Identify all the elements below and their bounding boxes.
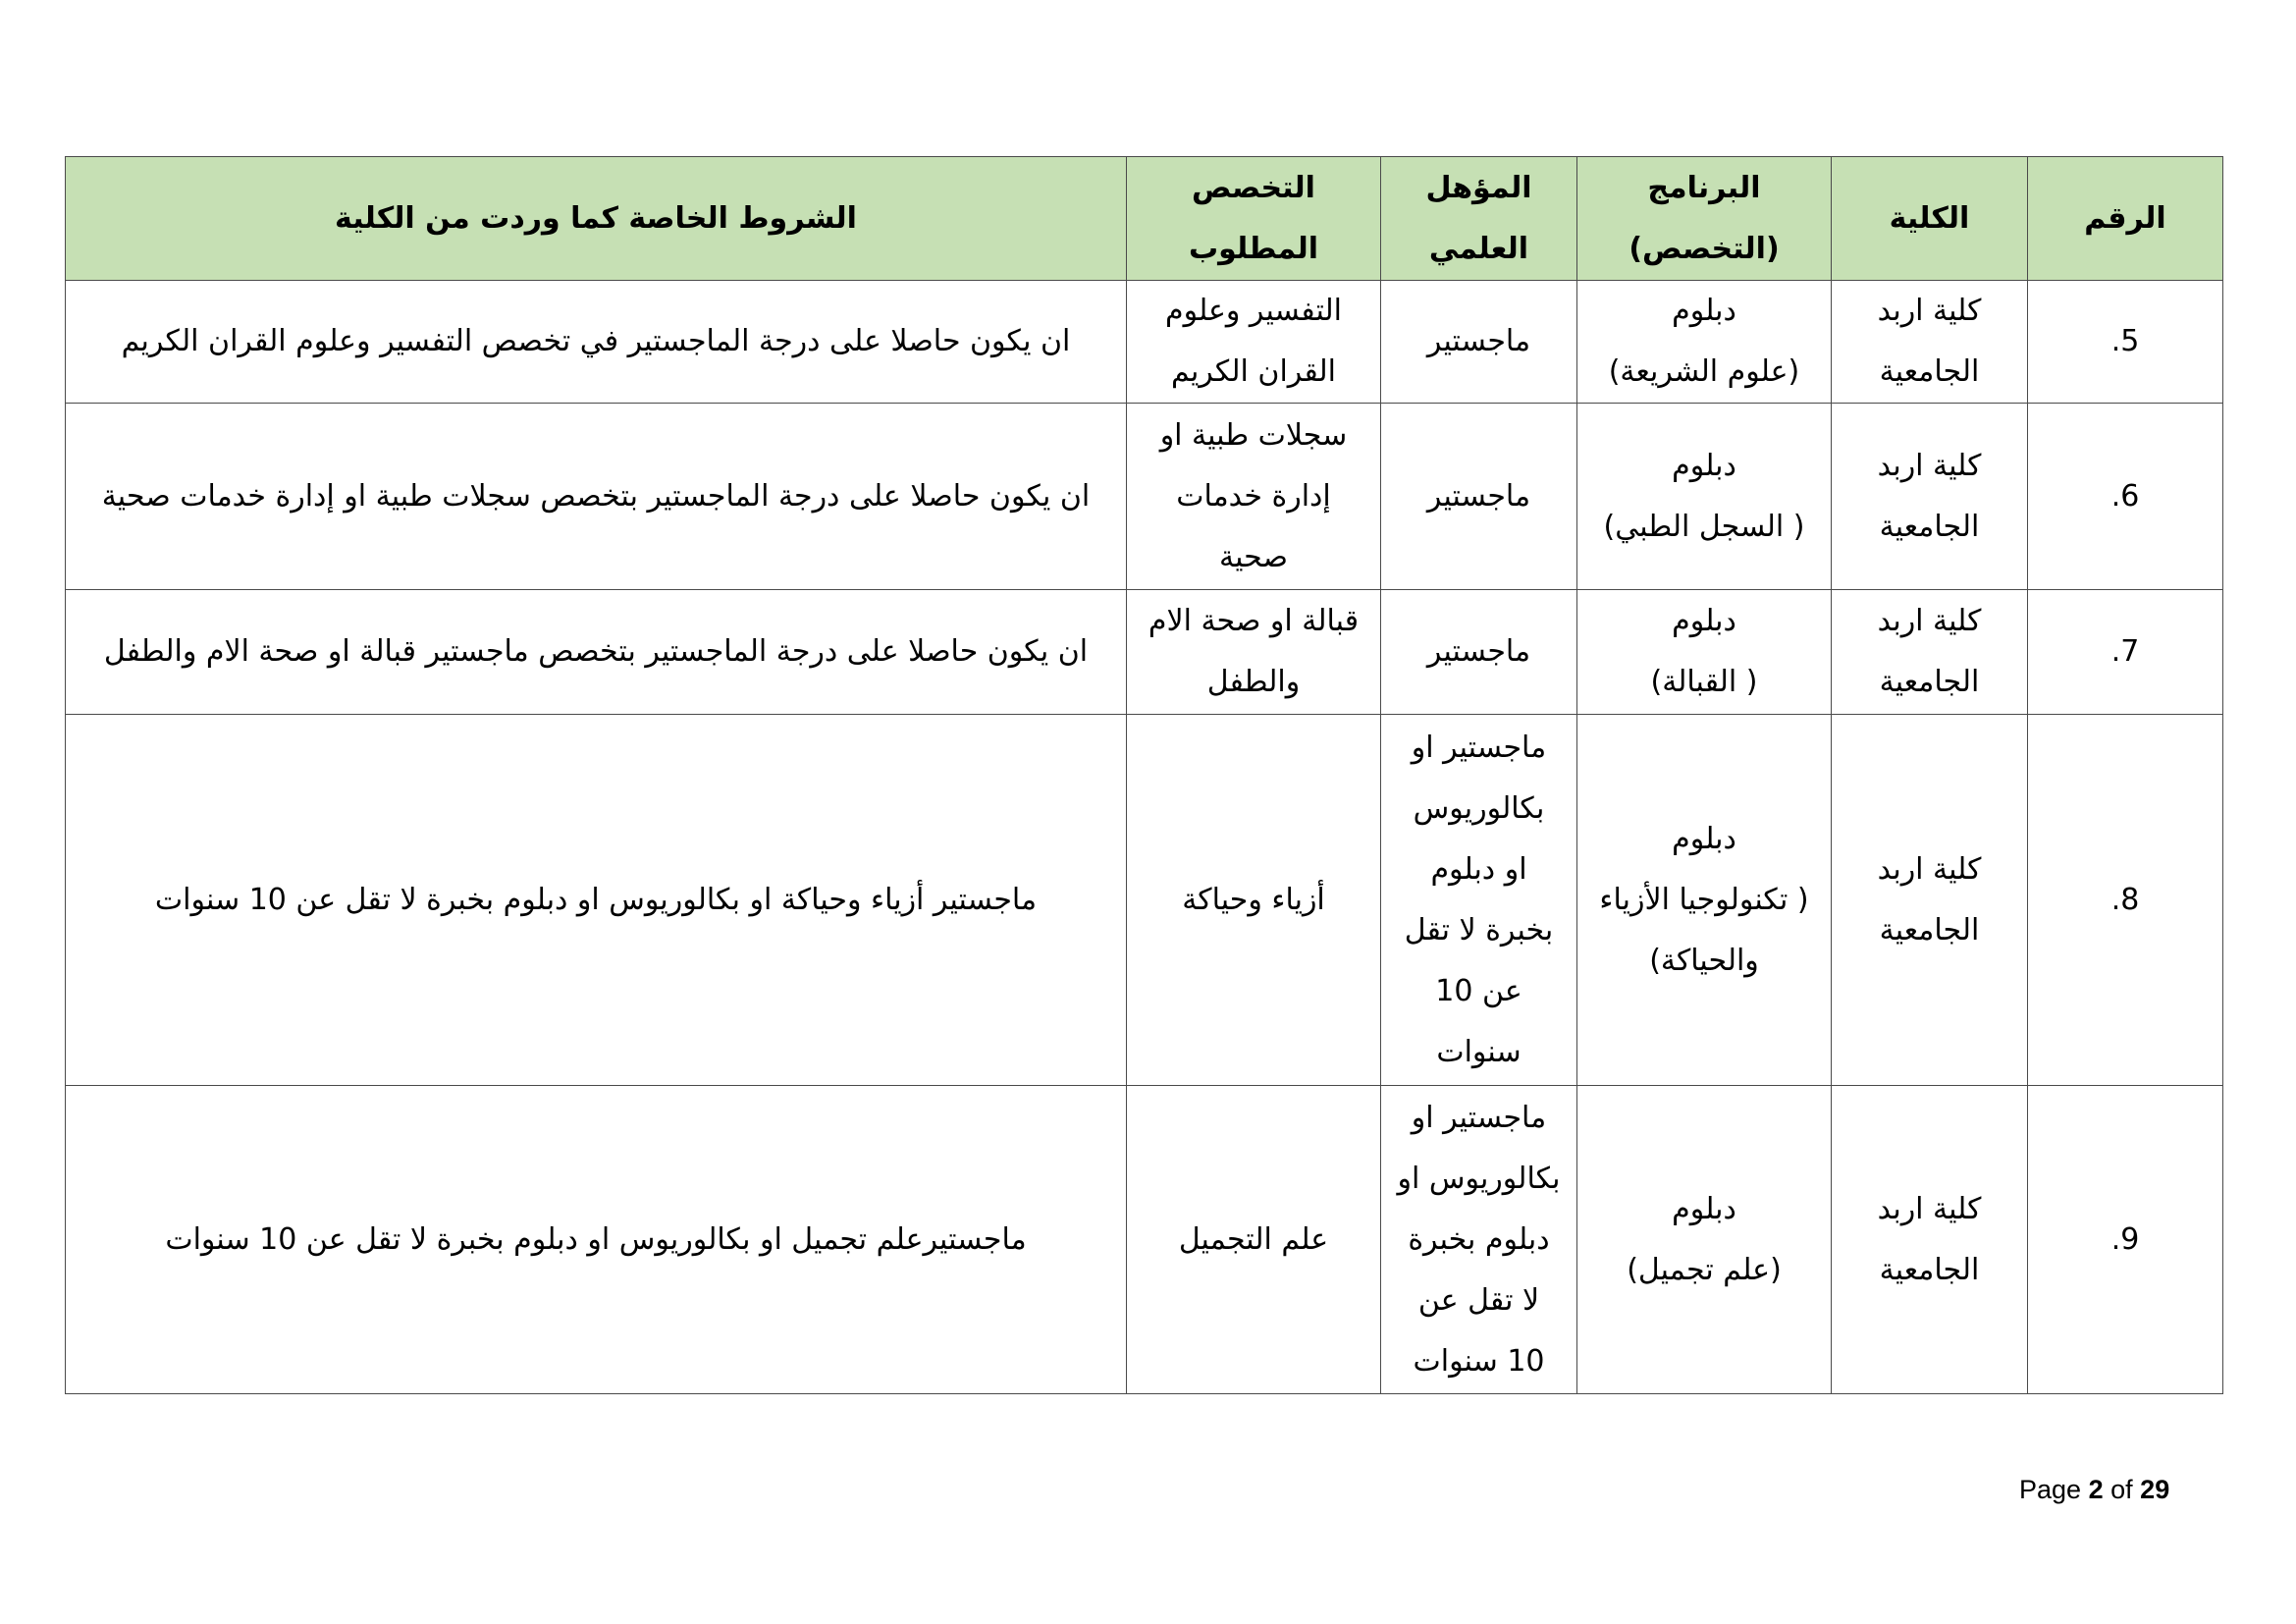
header-specialization: التخصص المطلوب xyxy=(1127,157,1381,281)
row-college: كلية اربد الجامعية xyxy=(1832,590,2028,715)
row-qualification: ماجستير او بكالوريوس او دبلوم بخبرة لا تقل عن 10 سنوات xyxy=(1381,1086,1577,1394)
row-number: .7 xyxy=(2028,590,2223,715)
row-college: كلية اربد الجامعية xyxy=(1832,1086,2028,1394)
row-specialization: التفسير وعلوم القران الكريم xyxy=(1127,281,1381,404)
row-conditions: ان يكون حاصلا على درجة الماجستير بتخصص سجلات طبية او إدارة خدمات صحية xyxy=(66,404,1127,590)
row-number: .5 xyxy=(2028,281,2223,404)
header-college: الكلية xyxy=(1832,157,2028,281)
row-number: .6 xyxy=(2028,404,2223,590)
header-program: البرنامج (التخصص) xyxy=(1577,157,1832,281)
row-specialization: علم التجميل xyxy=(1127,1086,1381,1394)
row-qualification: ماجستير xyxy=(1381,590,1577,715)
row-qualification: ماجستير xyxy=(1381,281,1577,404)
table-row xyxy=(66,281,2223,404)
row-program: دبلوم ( القبالة) xyxy=(1577,590,1832,715)
table-row xyxy=(66,590,2223,715)
row-number: .9 xyxy=(2028,1086,2223,1394)
header-number: الرقم xyxy=(2028,157,2223,281)
row-conditions: ان يكون حاصلا على درجة الماجستير بتخصص ماجستير قبالة او صحة الام والطفل xyxy=(66,590,1127,715)
row-qualification: ماجستير او بكالوريوس او دبلوم بخبرة لا تقل عن 10 سنوات xyxy=(1381,715,1577,1086)
header-conditions: الشروط الخاصة كما وردت من الكلية xyxy=(66,157,1127,281)
table-row xyxy=(66,404,2223,590)
page-label: Page xyxy=(2019,1475,2082,1504)
of-label: of xyxy=(2110,1475,2133,1504)
current-page-number: 2 xyxy=(2088,1475,2104,1504)
row-program: دبلوم ( السجل الطبي) xyxy=(1577,404,1832,590)
table-row xyxy=(66,1086,2223,1394)
row-college: كلية اربد الجامعية xyxy=(1832,281,2028,404)
row-conditions: ماجستيرعلم تجميل او بكالوريوس او دبلوم بخبرة لا تقل عن 10 سنوات xyxy=(66,1086,1127,1394)
table-body xyxy=(66,281,2223,1394)
row-program: دبلوم (علم تجميل) xyxy=(1577,1086,1832,1394)
requirements-table xyxy=(65,156,2223,1394)
row-specialization: أزياء وحياكة xyxy=(1127,715,1381,1086)
header-qualification: المؤهل العلمي xyxy=(1381,157,1577,281)
row-college: كلية اربد الجامعية xyxy=(1832,404,2028,590)
row-conditions: ماجستير أزياء وحياكة او بكالوريوس او دبلوم بخبرة لا تقل عن 10 سنوات xyxy=(66,715,1127,1086)
row-qualification: ماجستير xyxy=(1381,404,1577,590)
row-specialization: قبالة او صحة الام والطفل xyxy=(1127,590,1381,715)
table-header-row xyxy=(66,157,2223,281)
table-row xyxy=(66,715,2223,1086)
row-program: دبلوم (علوم الشريعة) xyxy=(1577,281,1832,404)
row-number: .8 xyxy=(2028,715,2223,1086)
total-pages-number: 29 xyxy=(2140,1475,2170,1504)
row-college: كلية اربد الجامعية xyxy=(1832,715,2028,1086)
row-program: دبلوم ( تكنولوجيا الأزياء والحياكة) xyxy=(1577,715,1832,1086)
page-number-footer xyxy=(2019,1475,2169,1505)
row-conditions: ان يكون حاصلا على درجة الماجستير في تخصص التفسير وعلوم القران الكريم xyxy=(66,281,1127,404)
row-specialization: سجلات طبية او إدارة خدمات صحية xyxy=(1127,404,1381,590)
